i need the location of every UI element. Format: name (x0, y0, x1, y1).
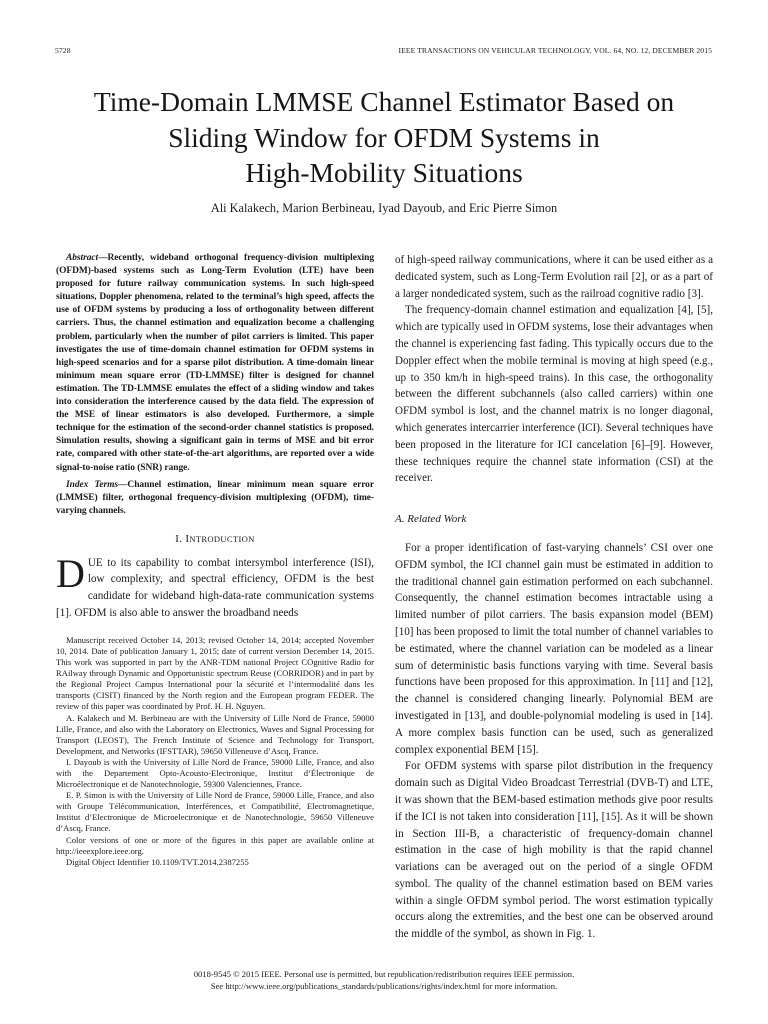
paper-title (40, 84, 728, 191)
left-column (56, 252, 374, 868)
index-terms-label: Index Terms (66, 479, 119, 490)
footnote-affiliation-1: A. Kalakech and M. Berbineau are with the University of Lille Nord de France, 59000 Lille, France, and also with the Laboratory on Electronics, Waves and Signal Processing for Transport (LEOST), The French Institute of Science and Technology for Transport, Development, and Networks (IFSTTAR), 59650 Villeneuve d’Ascq, France. (56, 712, 374, 756)
title-line-2: Sliding Window for OFDM Systems in (168, 121, 600, 153)
journal-header: IEEE TRANSACTIONS ON VEHICULAR TECHNOLOGY, VOL. 64, NO. 12, DECEMBER 2015 (398, 46, 712, 55)
title-line-3: High-Mobility Situations (245, 157, 523, 188)
index-terms (56, 479, 374, 518)
subsection-heading-related-work: A. Related Work (395, 513, 467, 526)
abstract (56, 252, 374, 475)
index-terms-text: —Channel estimation, linear minimum mean square error (LMMSE) filter, orthogonal frequency-division multiplexing (OFDM), time-varying channels. (56, 479, 374, 516)
page-number: 5728 (55, 46, 71, 55)
drop-cap: D (56, 550, 85, 596)
right-column (395, 252, 713, 943)
section-heading-introduction: I. INTRODUCTION (175, 532, 255, 545)
footnote-doi: Digital Object Identifier 10.1109/TVT.2014.2387255 (66, 856, 249, 867)
body-paragraph: The frequency-domain channel estimation and equalization [4], [5], which are typically used in OFDM systems, lose their advantages when the channel is experiencing fast fading. This typically occurs due to the Doppler effect when the mobile terminal is moving at high speed (e.g., up to 350 km/h in high-speed trains). In this case, the orthogonality between the different subchannels (also called carriers) within one OFDM symbol is lost, and the channel matrix is no longer diagonal, which generates intercarrier interference (ICI). Several techniques have been proposed in the literature for ICI cancelation [6]–[9]. However, these techniques require the channel state information (CSI) at the receiver. (395, 304, 713, 485)
title-line-1: Time-Domain LMMSE Channel Estimator Based on (93, 86, 675, 117)
footnote-manuscript: Manuscript received October 14, 2013; revised October 14, 2014; accepted November 10, 2014. Date of publication January 1, 2015; date of current version December 14, 2015. This work was supported in part by the ANR-TDM national Project COgnitive Radio for RAilway through Dynamic and Opportunistic spectrum Reuse (CORRIDOR) and in part by the Regional Project Campus International pour la sécurité et l’intermodalité dans les transports (CISIT) financed by the North region and the European program FEDER. The review of this paper was coordinated by Prof. H. H. Nguyen. (56, 634, 374, 712)
footnotes (56, 635, 374, 868)
footnote-affiliation-2: I. Dayoub is with the University of Lille Nord de France, 59000 Lille, France, and also with the Departement Opto-Acousto-Electronique, Institut d’Électronique de Microélectronique et de Nanotechnologie, 59300 Valenciennes, France. (56, 756, 374, 790)
copyright-footer (40, 968, 728, 992)
authors: Ali Kalakech, Marion Berbineau, Iyad Dayoub, and Eric Pierre Simon (210, 201, 558, 215)
copyright-line: 0018-9545 © 2015 IEEE. Personal use is permitted, but republication/redistribution requires IEEE permission. (193, 969, 575, 979)
abstract-text: —Recently, wideband orthogonal frequency-division multiplexing (OFDM)-based systems such as Long-Term Evolution (LTE) have been proposed for future railway communication systems. In such high-speed situations, Doppler phenomena, related to the terminal’s high speed, affects the use of OFDM systems by producing a loss of orthogonality between different carriers. Thus, the channel estimation and equalization become a challenging problem, particularly when the number of pilot carriers is limited. This paper investigates the use of time-domain channel estimation for OFDM systems in high-speed scenarios and for a sparse pilot distribution. A time-domain linear minimum mean square error (TD-LMMSE) filter is designed for channel estimation. The TD-LMMSE emulates the effect of a sliding window and takes into consideration the interference caused by the data field. The expression of the MSE of linear estimators is also developed. Furthermore, a simple technique for the estimation of the second-order channel statistics is proposed. Simulation results, showing a significant gain in terms of MSE and bit error rate, compared with other state-of-the-art algorithms, are reported over a wide signal-to-noise ratio (SNR) range. (56, 253, 374, 473)
footnote-color: Color versions of one or more of the figures in this paper are available online at http://ieeexplore.ieee.org. (56, 834, 374, 856)
intro-text: UE to its capability to combat intersymbol interference (ISI), low complexity, and spectral efficiency, OFDM is the best candidate for wideband high-data-rate communication systems [1]. OFDM is also able to answer the broadband needs (56, 556, 374, 620)
abstract-label: Abstract (66, 253, 99, 263)
rights-link-line[interactable]: See http://www.ieee.org/publications_standards/publications/rights/index.html for more information. (210, 981, 558, 991)
footnote-affiliation-3: E. P. Simon is with the University of Lille Nord de France, 59000 Lille, France, and also with Groupe Télécommunication, Interférences, et Compatibilité, Electromagnetique, Institut d’Electronique de Microelectronique et de Nanotechnologie, 59650 Villeneuve d’Ascq, France. (56, 790, 374, 834)
body-paragraph: For OFDM systems with sparse pilot distribution in the frequency domain such as Digital Video Broadcast Terrestrial (DVB-T) and LTE, it was shown that the BEM-based estimation methods give poor results if the ICI is not taken into consideration [11], [15]. As it will be shown in Section III-B, a characteristic of frequency-domain channel estimation in the case of high mobility is that the rapid channel variations can be averaged out on the period of a single OFDM symbol. The quality of the channel estimation based on BEM varies within a single OFDM symbol period. The worst estimation typically occurs along the extremities, and the best one can be observed around the middle of the symbol, as shown in Fig. 1. (395, 760, 713, 941)
body-paragraph: of high-speed railway communications, where it can be used either as a dedicated system, such as Long-Term Evolution rail [2], or as a part of a larger nondedicated system, such as the railroad cognitive radio [3]. (395, 254, 713, 300)
body-paragraph: For a proper identification of fast-varying channels’ CSI over one OFDM symbol, the ICI channel gain must be estimated in addition to the traditional channel gain estimation performed on each subchannel. Consequently, the channel estimation becomes intractable using a limited number of pilot carriers. The basis expansion model (BEM) [10] has been proposed to limit the total number of channel variables to be estimated, where the channel variation can be modeled as a linear sum of deterministic basis functions varying with time. Several basis functions have been proposed for this approximation. In [11] and [12], the channel is considered changing linearly. Polynomial BEM are investigated in [13], and double-polynomial modeling is used in [14]. A more complex basis function can be used, such as generalized complex exponential BEM [15]. (395, 541, 713, 756)
intro-paragraph (56, 550, 374, 622)
